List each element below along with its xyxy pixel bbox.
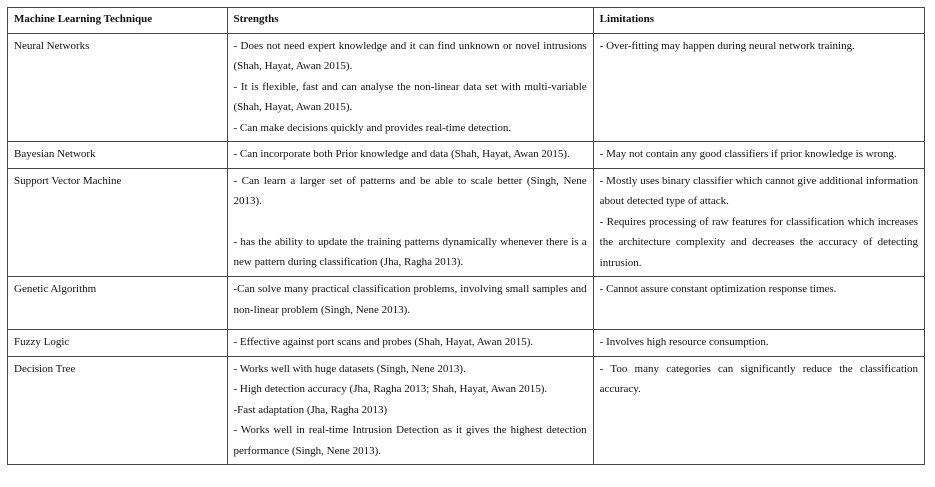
strengths-cell (227, 356, 593, 465)
limitation-item: - Too many categories can significantly reduce the classification accuracy. (599, 362, 918, 395)
table-row (8, 277, 925, 330)
header-strengths: Strengths (227, 8, 593, 34)
spacer (234, 212, 587, 232)
technique-cell: Decision Tree (8, 356, 228, 465)
header-row (8, 8, 925, 34)
strength-item: - Works well in real-time Intrusion Detection as it gives the highest detection performance (Singh, Nene 2013). (233, 424, 587, 457)
table-row (8, 356, 925, 465)
technique-cell: Neural Networks (8, 33, 228, 142)
table-row (8, 33, 925, 142)
strength-item: - It is flexible, fast and can analyse the non-linear data set with multi-variable (Shah, Hayat, Awan 2015). (233, 80, 587, 113)
limitation-item: - Cannot assure constant optimization response times. (599, 283, 837, 295)
limitations-cell (593, 33, 924, 142)
strength-item: - High detection accuracy (Jha, Ragha 2013; Shah, Hayat, Awan 2015). (233, 383, 548, 395)
strength-item: - has the ability to update the training patterns dynamically whenever there is a new pattern during classification (Jha, Ragha 2013). (233, 235, 587, 268)
strength-item: -Can solve many practical classification problems, involving small samples and non-linear problem (Singh, Nene 2013). (233, 283, 587, 316)
comparison-table (7, 7, 925, 465)
technique-cell: Support Vector Machine (8, 168, 228, 277)
spacer (234, 320, 587, 326)
strengths-cell (227, 33, 593, 142)
strength-item: - Can learn a larger set of patterns and be able to scale better (Singh, Nene 2013). (233, 174, 587, 207)
strength-item: - Works well with huge datasets (Singh, Nene 2013). (233, 362, 466, 375)
strength-item: - Does not need expert knowledge and it can find unknown or novel intrusions (Shah, Hayat, Awan 2015). (233, 39, 587, 72)
limitation-item: - Over-fitting may happen during neural network training. (599, 39, 855, 52)
strength-item: - Can make decisions quickly and provides real-time detection. (233, 121, 512, 134)
strengths-cell (227, 277, 593, 330)
limitation-item: - Requires processing of raw features for classification which increases the architecture complexity and decreases the accuracy of detecting intrusion. (599, 215, 918, 269)
technique-cell: Genetic Algorithm (8, 277, 228, 330)
strengths-cell (227, 168, 593, 277)
strength-item: - Effective against port scans and probes (Shah, Hayat, Awan 2015). (233, 336, 534, 348)
limitations-cell (593, 356, 924, 465)
table-row (8, 168, 925, 277)
strength-item: -Fast adaptation (Jha, Ragha 2013) (233, 403, 388, 416)
limitation-item: - Mostly uses binary classifier which cannot give additional information about detected type of attack. (599, 174, 918, 207)
limitations-cell (593, 330, 924, 357)
header-limitations: Limitations (593, 8, 924, 34)
table-row (8, 330, 925, 357)
header-technique: Machine Learning Technique (8, 8, 228, 34)
strengths-cell (227, 330, 593, 357)
limitation-item: - Involves high resource consumption. (599, 336, 769, 348)
table-row (8, 142, 925, 169)
strength-item: - Can incorporate both Prior knowledge and data (Shah, Hayat, Awan 2015). (233, 148, 570, 160)
technique-cell: Fuzzy Logic (8, 330, 228, 357)
technique-cell: Bayesian Network (8, 142, 228, 169)
limitations-cell (593, 168, 924, 277)
limitations-cell (593, 142, 924, 169)
limitation-item: - May not contain any good classifiers if prior knowledge is wrong. (599, 148, 897, 160)
limitations-cell (593, 277, 924, 330)
strengths-cell (227, 142, 593, 169)
